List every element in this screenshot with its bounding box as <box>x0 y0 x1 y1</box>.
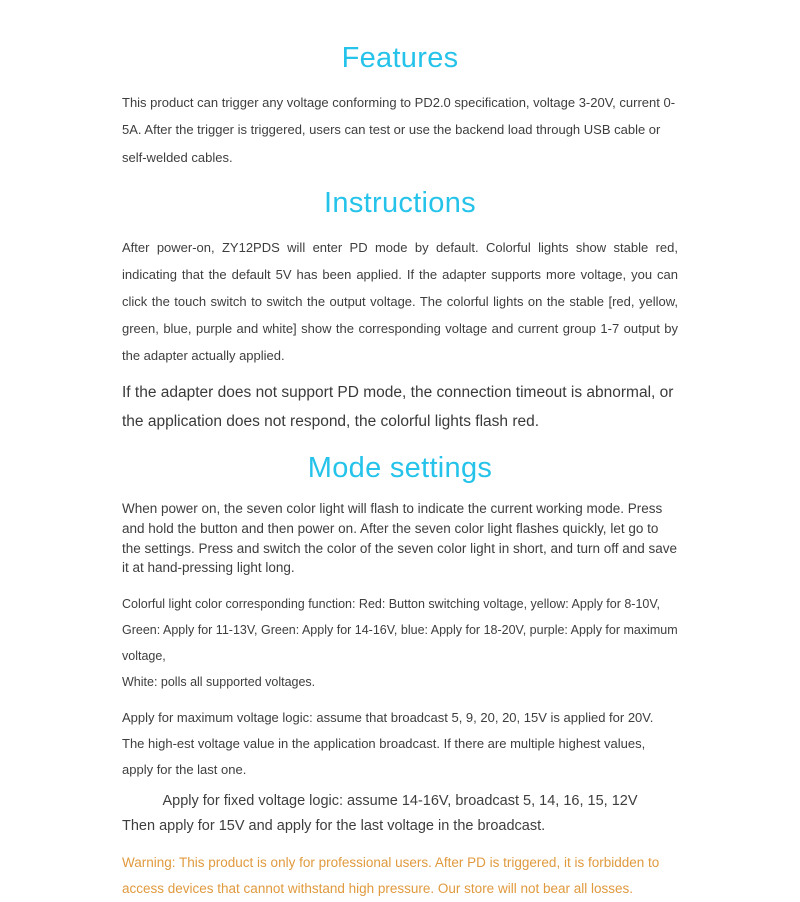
mode-settings-paragraph-6: Then apply for 15V and apply for the last voltage in the broadcast. <box>122 818 546 835</box>
mode-settings-heading: Mode settings <box>307 452 493 485</box>
instructions-paragraph-2: If the adapter does not support PD mode, the connection timeout is abnormal, or the application does not respond, the colorful lights flash red. <box>122 384 674 430</box>
warning-paragraph: Warning: This product is only for professional users. After PD is triggered, it is forbidden to access devices that cannot withstand high pressure. Our store will not bear all losses. <box>122 855 660 897</box>
features-heading: Features <box>341 42 459 74</box>
mode-settings-paragraph-3: White: polls all supported voltages. <box>122 675 316 690</box>
mode-settings-paragraph-5: Apply for fixed voltage logic: assume 14-16V, broadcast 5, 14, 16, 15, 12V <box>162 793 638 810</box>
instructions-paragraph-1: After power-on, ZY12PDS will enter PD mode by default. Colorful lights show stable red, indicating that the default 5V has been applied. If the adapter supports more voltage, you can click the touch switch to switch the output voltage. The colorful lights on the stable [red, yellow, green, blue, purple and white] show the corresponding voltage and current group 1-7 output by the adapter actually applied. <box>122 239 678 364</box>
section-features <box>122 42 678 171</box>
section-instructions <box>122 187 678 437</box>
mode-settings-paragraph-4: Apply for maximum voltage logic: assume that broadcast 5, 9, 20, 20, 15V is applied for 20V. The high-est voltage value in the application broadcast. If there are multiple highest values, apply for the last one. <box>122 710 654 778</box>
section-mode-settings <box>122 452 678 834</box>
mode-settings-paragraph-2: Colorful light color corresponding function: Red: Button switching voltage, yellow: Apply for 8-10V, Green: Apply for 11-13V, Green: Apply for 14-16V, blue: Apply for 18-20V, purple: Apply for maximum voltage, <box>122 596 678 664</box>
instructions-heading: Instructions <box>324 186 476 219</box>
section-warning <box>122 850 678 901</box>
features-paragraph: This product can trigger any voltage conforming to PD2.0 specification, voltage 3-20V, current 0-5A. After the trigger is triggered, users can test or use the backend load through USB cable or self-welded cables. <box>122 95 676 165</box>
mode-settings-paragraph-1: When power on, the seven color light will flash to indicate the current working mode. Press and hold the button and then power on. After the seven color light flashes quickly, let go to the settings. Press and switch the color of the seven color light in short, and turn off and save it at hand-pressing light long. <box>122 501 678 576</box>
